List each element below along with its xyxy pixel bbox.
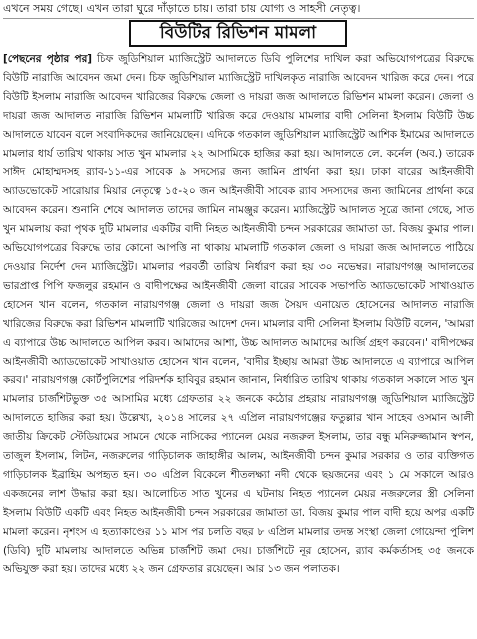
- article-body: [3, 50, 474, 636]
- continued-from-label: [পেছনের পৃষ্ঠার পর]: [3, 53, 93, 65]
- headline: বিউটির রিভিশন মামলা: [159, 22, 317, 43]
- previous-article-fragment: এখনে সময় গেছে। এখন তারা ঘুরে দাঁড়াতে চায়। তারা চায় যোগ্য ও সাহসী নেতৃত্ব।: [3, 0, 474, 19]
- headline-box: [129, 20, 347, 47]
- article-paragraph: [3, 50, 474, 579]
- article-text: চিফ জুডিশিয়াল ম্যাজিস্ট্রেট আদালতে ডিবি পুলিশের দাখিল করা অভিযোগপত্রের বিরুদ্ধে বিউটি নারাজি আবেদন জমা দেন। চিফ জুডিশিয়াল ম্যাজিস্ট্রেট দাখিলকৃত নারাজি আবেদন খারিজ করে দেন। পরে বিউটি ইসলাম নারাজি আবেদন খারিজের বিরুদ্ধে জেলা ও দায়রা জজ আদালতে রিভিশন মামলা করেন। জেলা ও দায়রা জজ আদালত নারাজি রিভিশন মামলাটি খারিজ করে দেওয়ায় মামলার বাদী সেলিনা ইসলাম বিউটি উচ্চ আদালতে যাবেন বলে সংবাদিকদের জানিয়েছেন। এদিকে গতকাল জুডিশিয়াল ম্যাজিস্ট্রেট আশিক ইমামের আদালতে মামলার ধার্য তারিখ থাকায় সাত খুন মামলার ২২ আসামিকে হাজির করা হয়। আদালতে লে. কর্নেল (অব.) তারেক সাঈদ মোহাম্মদসহ র‍্যাব-১১-এর সাবেক ৯ সদস্যের জন্য জামিন প্রার্থনা করা হয়। ঢাকা বারের আইনজীবী অ্যাডভোকেট সারোয়ার মিয়ার নেতৃত্বে ১৫-২০ জন আইনজীবী সাবেক র‍্যাব সদস্যদের জন্য জামিনের প্রার্থনা করে আবেদন করেন। শুনানি শেষে আদালত তাদের জামিন নামঞ্জুর করেন। ম্যাজিস্ট্রেট আদালত সূত্রে জানা গেছে, সাত খুন মামলায় করা পৃথক দুটি মামলার একটির বাদী নিহত আইনজীবী চন্দন সরকারের জামাতা ডা. বিজয় কুমার পাল। অভিযোগপত্রের বিরুদ্ধে তার কোনো আপত্তি না থাকায় মামলাটি গতকাল জেলা ও দায়রা জজ আদালতে পাঠিয়ে দেওয়ার নির্দেশ দেন ম্যাজিস্ট্রেট। মামলার পরবর্তী তারিখ নির্ধারণ করা হয় ৩০ নভেম্বর। নারায়ণগঞ্জ আদালতের ভারপ্রাপ্ত পিপি ফজলুর রহমান ও বাদীপক্ষের আইনজীবী জেলা বারের সাবেক সভাপতি অ্যাডভোকেট সাখাওয়াত হোসেন খান বলেন, গতকাল নারায়ণগঞ্জ জেলা ও দায়রা জজ সৈয়দ এনায়েত হোসেনের আদালত নারাজি খারিজের বিরুদ্ধে করা রিভিশন মামলাটি খারিজের আদেশ দেন। মামলার বাদী সেলিনা ইসলাম বিউটি বলেন, 'আমরা এ ব্যাপারে উচ্চ আদালতে আপিল করব। আমাদের আশা, উচ্চ আদালত আমাদের আর্জি গ্রহণ করবেন।' বাদীপক্ষের আইনজীবী অ্যাডভোকেট সাখাওয়াত হোসেন খান বলেন, 'বাদীর ইচ্ছায় আমরা উচ্চ আদালতে এ ব্যাপারে আপিল করব।' নারায়ণগঞ্জ কোর্টপুলিশের পরিদর্শক হাবিবুর রহমান জানান, নির্ধারিত তারিখ থাকায় গতকাল সকালে সাত খুন মামলার চার্জশিটভুক্ত ৩৫ আসামির মধ্যে গ্রেফতার ২২ জনকে কঠোর প্রহরায় নারায়ণগঞ্জ জুডিশিয়াল ম্যাজিস্ট্রেট আদালতে হাজির করা হয়। উল্লেখ্য, ২০১৪ সালের ২৭ এপ্রিল নারায়ণগঞ্জের ফতুল্লার খান সাহেব ওসমান আলী জাতীয় ক্রিকেট স্টেডিয়ামের সামনে থেকে নাসিকের প্যানেল মেয়র নজরুল ইসলাম, তার বন্ধু মনিরুজ্জামান স্বপন, তাজুল ইসলাম, লিটন, নজরুলের গাড়িচালক জাহাঙ্গীর আলম, আইনজীবী চন্দন কুমার সরকার ও তার ব্যক্তিগত গাড়িচালক ইব্রাহিম অপহৃত হন। ৩০ এপ্রিল বিকেলে শীতলক্ষ্যা নদী থেকে ছয়জনের এবং ১ মে সকালে আরও একজনের লাশ উদ্ধার করা হয়। আলোচিত সাত খুনের এ ঘটনায় নিহত প্যানেল মেয়র নজরুলের স্ত্রী সেলিনা ইসলাম বিউটি একটি এবং নিহত আইনজীবী চন্দন সরকারের জামাতা ডা. বিজয় কুমার পাল বাদী হয়ে অপর একটি মামলা করেন। নৃশংস এ হত্যাকাণ্ডের ১১ মাস পর চলতি বছর ৮ এপ্রিল মামলার তদন্ত সংস্থা জেলা গোয়েন্দা পুলিশ (ডিবি) দুটি মামলায় আদালতে অভিন্ন চার্জশিট জমা দেয়। চার্জশিটে নূর হোসেন, র‍্যাব কর্মকর্তাসহ ৩৫ জনকে অভিযুক্ত করা হয়। তাদের মধ্যে ২২ জন গ্রেফতার রয়েছেন। আর ১৩ জন পলাতক।: [3, 53, 474, 576]
